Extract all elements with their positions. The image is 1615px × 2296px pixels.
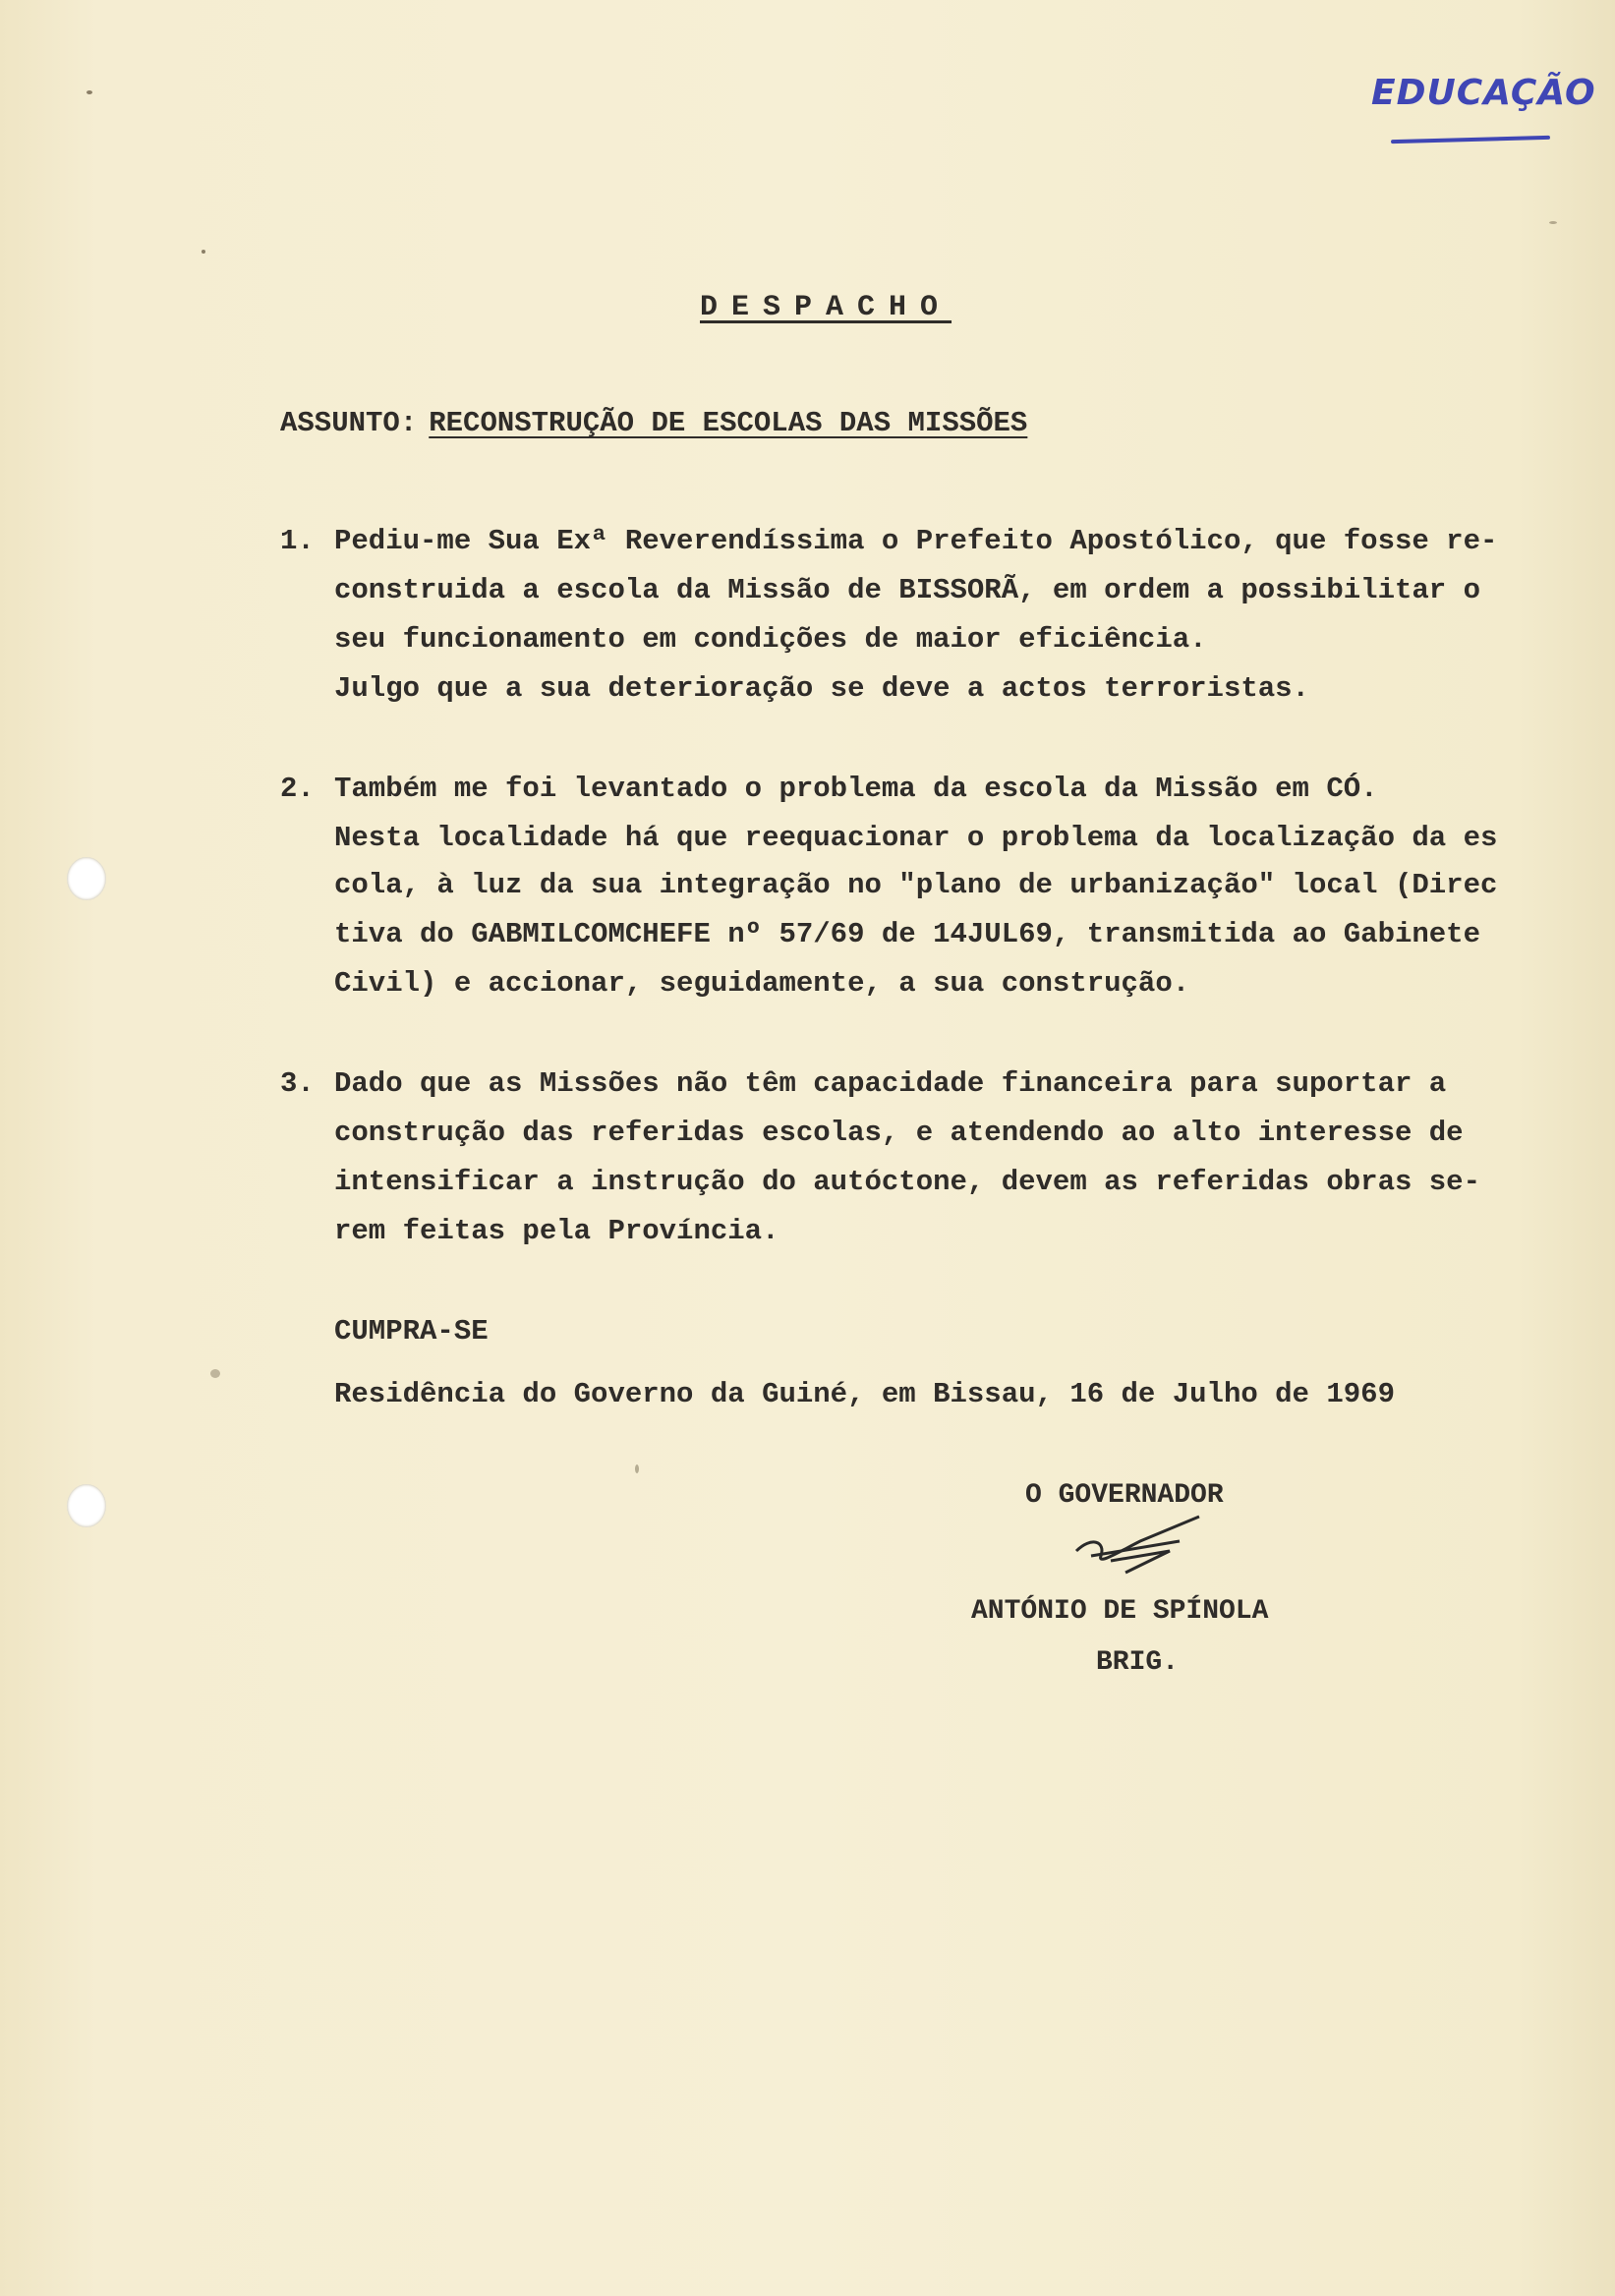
paragraph-line: Nesta localidade há que reequacionar o problema da localização da es: [334, 822, 1498, 854]
paragraph-number: 1.: [280, 525, 315, 557]
paragraph-line: Civil) e accionar, seguidamente, a sua construção.: [334, 967, 1190, 1000]
paper-speck: [1549, 221, 1557, 224]
handwritten-signature: [1071, 1512, 1209, 1590]
place-and-date: Residência do Governo da Guiné, em Bissau, 16 de Julho de 1969: [334, 1378, 1395, 1410]
paragraph-line: cola, à luz da sua integração no "plano de urbanização" local (Direc: [334, 869, 1498, 901]
paragraph-line: rem feitas pela Província.: [334, 1215, 779, 1247]
subject-label: ASSUNTO:: [280, 407, 418, 439]
paper-speck: [635, 1464, 639, 1473]
subject-value: RECONSTRUÇÃO DE ESCOLAS DAS MISSÕES: [429, 407, 1028, 439]
paper-speck: [87, 90, 92, 94]
punch-hole-bottom: [67, 1484, 106, 1527]
paragraph-line: Também me foi levantado o problema da escola da Missão em CÓ.: [334, 773, 1378, 805]
paragraph-line: Julgo que a sua deterioração se deve a actos terroristas.: [334, 672, 1309, 705]
paper-speck: [210, 1369, 220, 1378]
paragraph-line: construção das referidas escolas, e atendendo ao alto interesse de: [334, 1117, 1464, 1149]
paragraph-line: Pediu-me Sua Exª Reverendíssima o Prefeito Apostólico, que fosse re-: [334, 525, 1498, 557]
signatory-rank: BRIG.: [1096, 1647, 1180, 1678]
paragraph-line: tiva do GABMILCOMCHEFE nº 57/69 de 14JUL69, transmitida ao Gabinete: [334, 918, 1480, 950]
signatory-name: ANTÓNIO DE SPÍNOLA: [971, 1596, 1269, 1627]
punch-hole-top: [67, 857, 106, 900]
document-title: DESPACHO: [700, 291, 952, 324]
paragraph-line: seu funcionamento em condições de maior eficiência.: [334, 623, 1207, 656]
paragraph-line: Dado que as Missões não têm capacidade financeira para suportar a: [334, 1067, 1447, 1100]
paragraph-number: 3.: [280, 1067, 315, 1100]
subject-line: [280, 407, 1027, 439]
signatory-role: O GOVERNADOR: [1025, 1480, 1224, 1511]
closing-order: CUMPRA-SE: [334, 1315, 489, 1348]
handwritten-annotation: EDUCAÇÃO: [1371, 73, 1596, 113]
annotation-underline: [1391, 136, 1550, 144]
paragraph-line: intensificar a instrução do autóctone, devem as referidas obras se-: [334, 1166, 1480, 1198]
paragraph-line: construida a escola da Missão de BISSORÃ, em ordem a possibilitar o: [334, 574, 1480, 606]
paper-speck: [202, 250, 205, 254]
paragraph-number: 2.: [280, 773, 315, 805]
